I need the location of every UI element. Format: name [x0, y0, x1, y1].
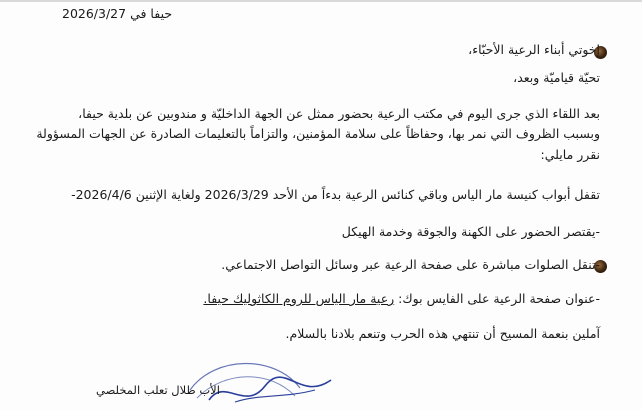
- signature-name: الأب طلال تعلب المخلصي: [96, 383, 220, 397]
- closing-line: آملين بنعمة المسيح أن تنتهي هذه الحرب وتنعم بلادنا بالسلام.: [285, 326, 600, 341]
- decision-item-1: تقفل أبواب كنيسة مار الياس وباقي كنائس الرعية بدءاً من الأحد 2026/3/29 ولغاية الإثنين 2026/4/6-: [71, 187, 600, 202]
- body-line-1: بعد اللقاء الذي جرى اليوم في مكتب الرعية بحضور ممثل عن الجهة الداخليّة و مندوبين عن بلدية حيفا،: [78, 106, 600, 121]
- salutation: تحيّة قياميّة وبعد،: [513, 70, 600, 85]
- facebook-line: [203, 291, 600, 307]
- body-line-3: نقرر مايلي:: [540, 147, 600, 162]
- decision-item-3: -تنقل الصلوات مباشرة على صفحة الرعية عبر وسائل التواصل الاجتماعي.: [221, 257, 600, 272]
- facebook-page-name: رعية مار الياس للروم الكاثوليك حيفا.: [203, 291, 395, 306]
- facebook-label: -عنوان صفحة الرعية على الفايس بوك:: [394, 291, 600, 306]
- decision-item-2: -يقتصر الحضور على الكهنة والجوقة وخدمة الهيكل: [341, 224, 600, 239]
- body-line-2: وبسبب الظروف التي نمر بها، وحفاظاً على سلامة المؤمنين، والتزاماً بالتعليمات الصادرة عن الجهات المسؤولة: [36, 126, 600, 141]
- letter-date: حيفا في 2026/3/27: [62, 6, 173, 21]
- greeting: إخوتي أبناء الرعية الأحبّاء،: [468, 42, 600, 57]
- page-top-edge: [0, 0, 642, 2]
- handwritten-signature: [205, 372, 335, 410]
